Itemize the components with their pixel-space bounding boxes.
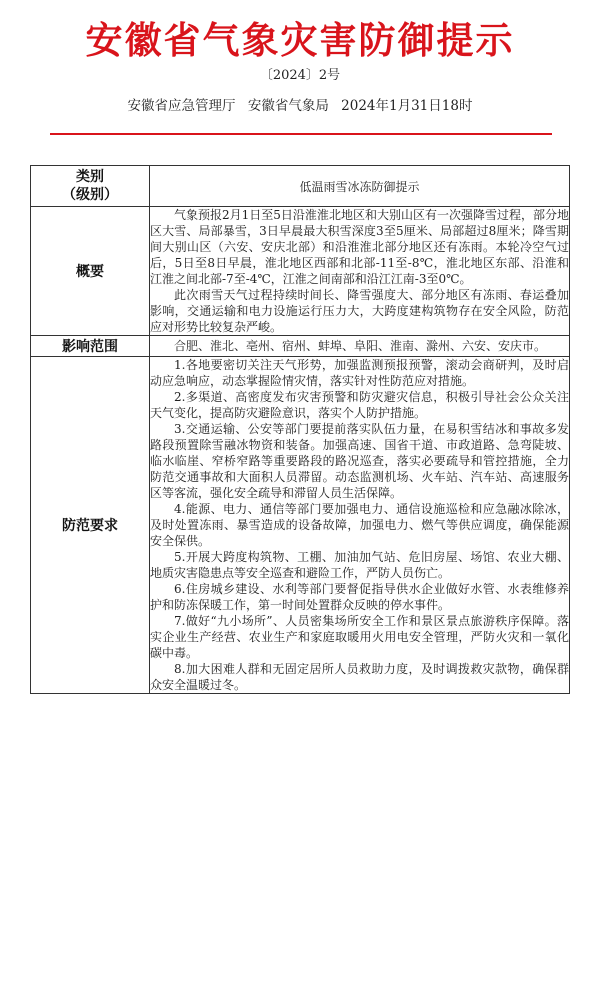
requirement-item: 6.住房城乡建设、水利等部门要督促指导供水企业做好水管、水表维修养护和防冻保暖工作，第一时间处置群众反映的停水事件。 xyxy=(150,582,569,612)
requirement-item: 1.各地要密切关注天气形势，加强监测预报预警，滚动会商研判，及时启动应急响应，动态掌握险情灾情，落实针对性防范应对措施。 xyxy=(150,358,569,388)
row-scope xyxy=(31,336,570,357)
requirement-item: 4.能源、电力、通信等部门要加强电力、通信设施巡检和应急融冰除冰，及时处置冻雨、暴雪造成的设备故障，加强电力、燃气等供应调度，确保能源安全保供。 xyxy=(150,502,569,548)
row-category xyxy=(31,166,570,207)
requirements-label: 防范要求 xyxy=(31,357,150,694)
overview-paragraph: 此次雨雪天气过程持续时间长、降雪强度大、部分地区有冻雨、春运叠加影响，交通运输和电力设施运行压力大，大跨度建构筑物存在安全风险，防范应对形势比较复杂严峻。 xyxy=(150,288,569,334)
category-label-line2: （级别） xyxy=(62,187,118,203)
scope-label: 影响范围 xyxy=(31,336,150,357)
requirement-item: 5.开展大跨度构筑物、工棚、加油加气站、危旧房屋、场馆、农业大棚、地质灾害隐患点等安全巡查和避险工作，严防人员伤亡。 xyxy=(150,550,569,580)
overview-paragraph: 气象预报2月1日至5日沿淮淮北地区和大别山区有一次强降雪过程，部分地区大雪、局部暴雪，3日早晨最大积雪深度3至5厘米、局部超过8厘米；降雪期间大别山区（六安、安庆北部）和沿淮淮北部分地区还有冻雨。本轮冷空气过后，5日至8日早晨，淮北地区西部和北部-11至-8℃，淮北地区东部、沿淮和江淮之间北部-7至-4℃，江淮之间南部和沿江江南-3至0℃。 xyxy=(150,208,569,286)
issue-time: 2024年1月31日18时 xyxy=(341,98,473,114)
requirement-item: 8.加大困难人群和无固定居所人员救助力度，及时调拨救灾款物，确保群众安全温暖过冬。 xyxy=(150,662,569,692)
requirement-item: 7.做好“九小场所”、人员密集场所安全工作和景区景点旅游秩序保障。落实企业生产经营、农业生产和家庭取暖用火用电安全管理，严防火灾和一氧化碳中毒。 xyxy=(150,614,569,660)
overview-content xyxy=(150,207,570,336)
issue-number: 〔2024〕2号 xyxy=(259,68,341,83)
category-label xyxy=(31,166,150,207)
requirements-content xyxy=(150,357,570,694)
issuer-meteorological-bureau: 安徽省气象局 xyxy=(247,98,329,114)
document-header xyxy=(0,0,600,150)
requirement-item: 2.多渠道、高密度发布灾害预警和防灾避灾信息，积极引导社会公众关注天气变化，提高防灾避险意识，落实个人防护措施。 xyxy=(150,390,569,420)
red-divider xyxy=(50,133,552,135)
warning-table xyxy=(30,165,570,694)
scope-content xyxy=(150,336,570,357)
scope-text: 合肥、淮北、亳州、宿州、蚌埠、阜阳、淮南、滁州、六安、安庆市。 xyxy=(174,339,547,353)
issuer-line xyxy=(0,97,600,115)
requirement-item: 3.交通运输、公安等部门要提前落实队伍力量，在易积雪结冰和事故多发路段预置除雪融冰物资和装备。加强高速、国省干道、市政道路、急弯陡坡、临水临崖、窄桥窄路等重要路段的路况巡查，落实必要疏导和管控措施，全力防范交通事故和大面积人员滞留。动态监测机场、火车站、汽车站、高速服务区等客流，强化安全疏导和滞留人员生活保障。 xyxy=(150,422,569,500)
issuer-emergency-dept: 安徽省应急管理厅 xyxy=(127,98,236,114)
row-overview xyxy=(31,207,570,336)
category-value: 低温雨雪冰冻防御提示 xyxy=(150,166,570,207)
overview-label: 概要 xyxy=(31,207,150,336)
row-requirements xyxy=(31,357,570,694)
category-label-line1: 类别 xyxy=(76,169,104,185)
document-title: 安徽省气象灾害防御提示 xyxy=(85,18,515,62)
